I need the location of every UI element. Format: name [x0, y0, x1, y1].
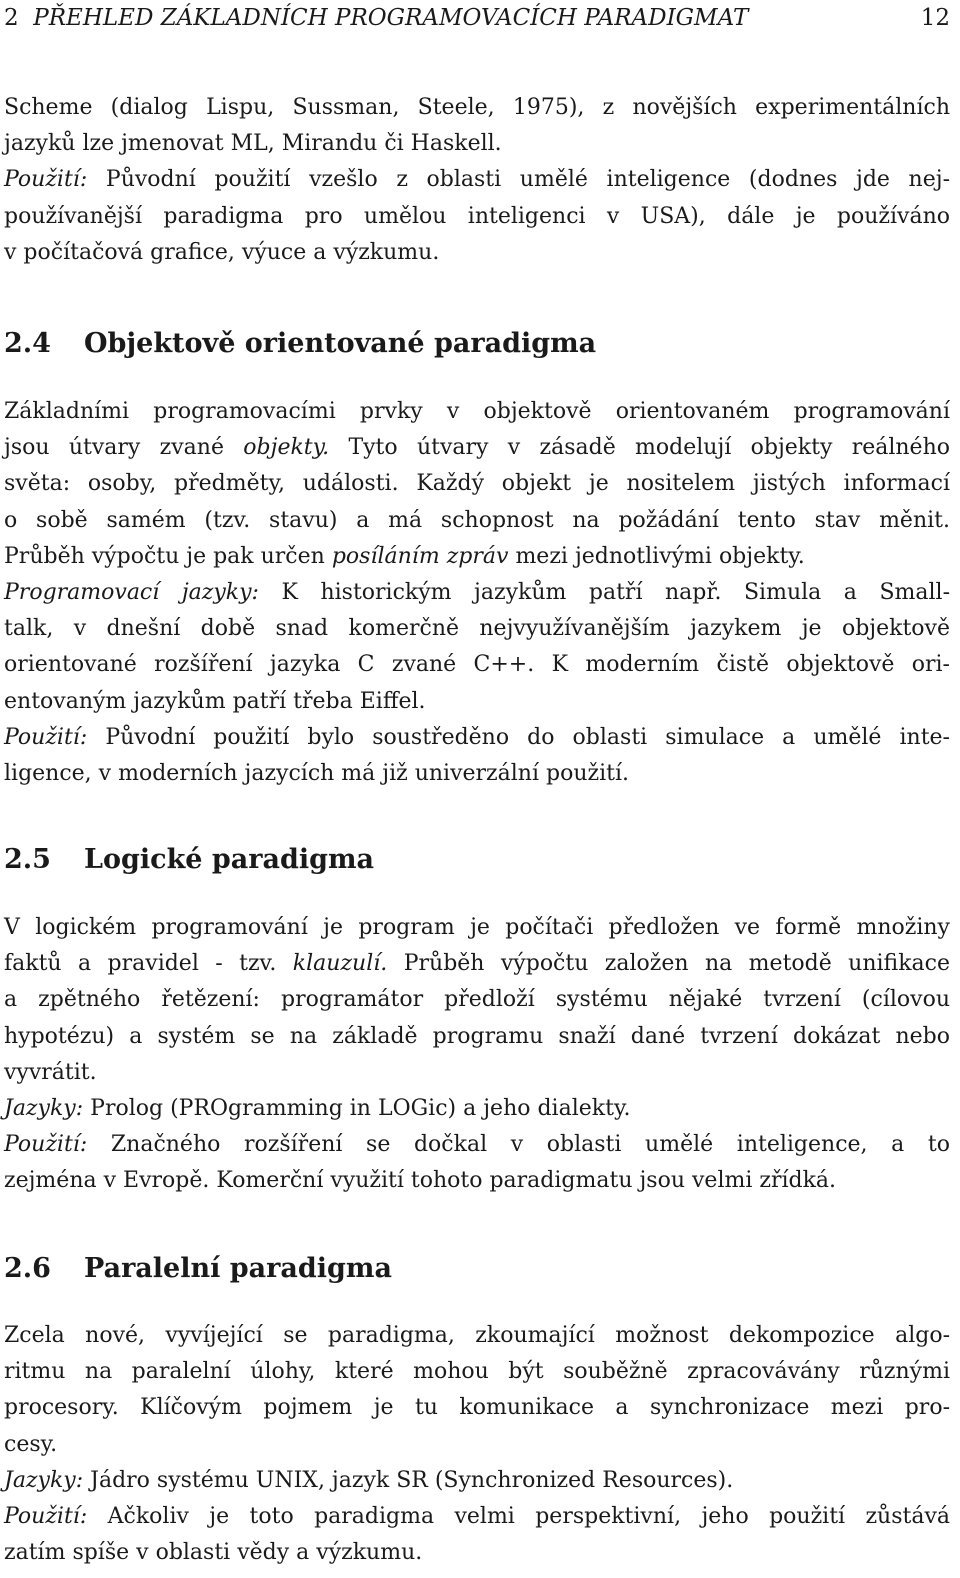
section-2-4-paragraph [4, 394, 950, 792]
document-page [4, 0, 952, 1578]
intro-paragraph [4, 90, 950, 271]
languages-label: Programovací jazyky: [4, 579, 259, 605]
text-fragment: jsou útvary zvané [4, 435, 224, 461]
text-line: jazyků lze jmenovat ML, Mirandu či Haskell. [4, 131, 502, 157]
text-line: o sobě samém (tzv. stavu) a má schopnost na požádání tento stav měnit. [4, 507, 950, 533]
page-number: 12 [920, 5, 950, 31]
text-fragment: Prolog (PROgramming in LOGic) a jeho dialekty. [90, 1095, 631, 1121]
section-number: 2.4 [4, 328, 51, 359]
text-line: Zcela nové, vyvíjející se paradigma, zkoumající možnost dekompozice algo- [4, 1323, 950, 1348]
text-fragment: Původní použití vzešlo z oblasti umělé inteligence (dodnes jde nej- [105, 167, 951, 193]
text-line [4, 575, 950, 611]
text-line [4, 1091, 950, 1127]
text-line: v počítačová grafice, výuce a výzkumu. [4, 239, 440, 265]
text-fragment: K historickým jazykům patří např. Simula a Small- [281, 579, 950, 605]
text-line: Scheme (dialog Lispu, Sussman, Steele, 1975), z novějších experimentálních [4, 95, 950, 120]
text-line [4, 1127, 950, 1163]
languages-label: Jazyky: [4, 1467, 84, 1493]
text-line: ligence, v moderních jazycích má již univerzální použití. [4, 760, 629, 786]
chapter-number: 2 [4, 5, 19, 31]
usage-label: Použití: [4, 1132, 88, 1158]
text-fragment: Průběh výpočtu založen na metodě unifikace [403, 951, 951, 977]
text-line: světa: osoby, předměty, události. Každý objekt je nositelem jistých informací [4, 471, 950, 497]
text-line: hypotézu) a systém se na základě programu snaží dané tvrzení dokázat nebo [4, 1023, 950, 1049]
text-line: entovaným jazykům patří třeba Eiffel. [4, 688, 426, 714]
text-line [4, 539, 950, 575]
text-line: talk, v dnešní době snad komerčně nejvyužívanějším jazykem je objektově [4, 616, 950, 642]
section-title: Objektově orientované paradigma [84, 328, 597, 359]
section-number: 2.5 [4, 844, 51, 875]
text-line: zejména v Evropě. Komerční využití tohoto paradigmatu jsou velmi zřídká. [4, 1168, 837, 1194]
text-line: zatím spíše v oblasti vědy a výzkumu. [4, 1540, 423, 1566]
section-2-5-paragraph [4, 910, 950, 1200]
text-line: V logickém programování je program je počítači předložen ve formě množiny [4, 915, 950, 940]
term-objekty: objekty. [243, 435, 330, 461]
text-line: cesy. [4, 1431, 58, 1457]
section-number: 2.6 [4, 1253, 51, 1284]
section-heading-2-4 [4, 326, 596, 362]
languages-label: Jazyky: [4, 1095, 84, 1121]
term-klauzuli: klauzulí. [292, 951, 388, 977]
text-line [4, 430, 950, 466]
text-fragment: faktů a pravidel - tzv. [4, 951, 277, 977]
text-line [4, 1499, 950, 1535]
text-line: ritmu na paralelní úlohy, které mohou být souběžně zpracovávány různými [4, 1359, 950, 1385]
text-line: používanější paradigma pro umělou inteligenci v USA), dále je používáno [4, 203, 950, 229]
text-fragment: Tyto útvary v zásadě modelují objekty reálného [348, 435, 950, 461]
section-2-6-paragraph [4, 1318, 950, 1571]
text-fragment: Ačkoliv je toto paradigma velmi perspektivní, jeho použití zůstává [107, 1503, 951, 1529]
chapter-title: PŘEHLED ZÁKLADNÍCH PROGRAMOVACÍCH PARADIGMAT [33, 5, 749, 31]
section-title: Logické paradigma [84, 844, 375, 875]
section-heading-2-5 [4, 842, 374, 878]
text-line [4, 946, 950, 982]
text-fragment: Původní použití bylo soustředěno do oblasti simulace a umělé inte- [105, 724, 950, 750]
section-title: Paralelní paradigma [84, 1253, 392, 1284]
usage-label: Použití: [4, 724, 88, 750]
text-fragment: Jádro systému UNIX, jazyk SR (Synchronized Resources). [90, 1467, 734, 1493]
text-line [4, 162, 950, 198]
text-line [4, 720, 950, 756]
text-fragment: Značného rozšíření se dočkal v oblasti umělé inteligence, a to [110, 1132, 950, 1158]
usage-label: Použití: [4, 1503, 88, 1529]
term-posilani-zprav: posíláním zpráv [331, 543, 509, 569]
text-line: Základními programovacími prvky v objektově orientovaném programování [4, 399, 950, 424]
text-line [4, 1463, 950, 1499]
text-line: a zpětného řetězení: programátor předloží systému nějaké tvrzení (cílovou [4, 987, 950, 1013]
text-line: vyvrátit. [4, 1059, 97, 1085]
text-fragment: Průběh výpočtu je pak určen [4, 543, 325, 569]
running-header [4, 2, 950, 34]
usage-label: Použití: [4, 167, 88, 193]
section-heading-2-6 [4, 1251, 392, 1287]
text-line: orientované rozšíření jazyka C zvané C++. K moderním čistě objektově ori- [4, 652, 950, 678]
text-line: procesory. Klíčovým pojmem je tu komunikace a synchronizace mezi pro- [4, 1395, 950, 1421]
text-fragment: mezi jednotlivými objekty. [515, 543, 805, 569]
